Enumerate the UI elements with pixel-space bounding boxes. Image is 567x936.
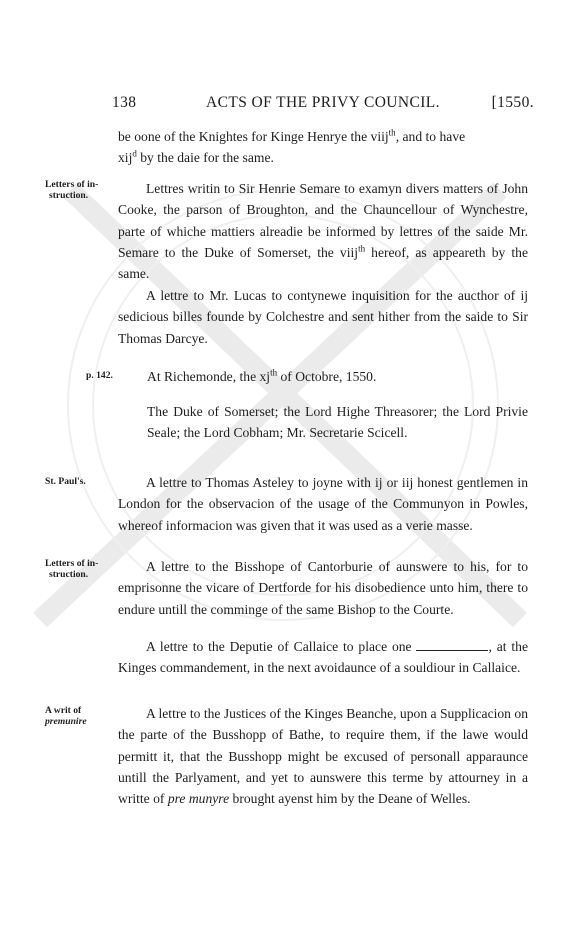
paragraph-continuation: [118, 126, 528, 169]
paragraph-lucas: [118, 285, 528, 349]
paragraph-justices: [118, 703, 528, 809]
margin-page-ref: p. 142.: [86, 370, 113, 381]
text-run: At Richemonde, the xj: [147, 369, 271, 384]
page-number: 138: [112, 94, 137, 111]
text-run: A lettre to the Justices of the Kinges Beanche, upon a Supplicacion on the parte of the Busshopp of Bathe, to require them, if the lawe would permitt it, that the Busshopp might be excused of personall apparaunce untill the Parlyament, and yet to aunswere this terme by attourney in a writte of: [118, 706, 528, 807]
margin-note-line: premunire: [45, 715, 87, 727]
paragraph-semare: [118, 178, 528, 284]
text-run: of Octobre, 1550.: [277, 369, 377, 384]
text-run: A lettre to the Deputie of Callaice to place one: [146, 639, 412, 654]
blank-line: [416, 640, 488, 651]
text-run: be oone of the Knightes for Kinge Henrye the viij: [118, 129, 389, 144]
text-run: A lettre to the Bisshope of Cantorburie of aunswere to his, for to emprisonne the vicare of Dertforde for his disobedience unto him, there to endure untill the comminge of the same Bishop to the Courte.: [118, 559, 528, 617]
text-run: A lettre to Thomas Asteley to joyne with ij or iij honest gentlemen in London for the observacion of the usage of the Communyon in Powles, whereof informacion was given that it was used as a verie masse.: [118, 475, 528, 533]
margin-note-line: A writ of: [45, 705, 82, 716]
margin-note-line: Letters of in-: [45, 558, 99, 569]
margin-note-writ: [45, 706, 113, 727]
superscript: th: [388, 127, 396, 138]
attendance-list: The Duke of Somerset; the Lord Highe Threasorer; the Lord Privie Seale; the Lord Cobham; Mr. Secretarie Scicell.: [147, 404, 528, 441]
text-run: , and to have: [395, 129, 466, 144]
paragraph-canterbury: [118, 556, 528, 620]
text-run: hereof, as appeareth by the same.: [118, 244, 528, 282]
superscript: th: [270, 367, 278, 378]
text-run: ,: [488, 639, 492, 654]
margin-note-line: struction.: [49, 189, 89, 201]
text-run: A lettre to Mr. Lucas to contynewe inquisition for the aucthor of ij sedicious billes founde by Colchestre and sent hither from the saide to Sir Thomas Darcye.: [118, 288, 528, 346]
running-header: [112, 94, 534, 116]
italic-term: pre munyre: [167, 791, 230, 807]
margin-note-st-pauls: St. Paul's.: [45, 476, 86, 487]
text-run: at the Kinges commandement, in the next avoidaunce of a souldiour in Callaice.: [118, 639, 528, 676]
margin-note-letters-instruction-2: [45, 559, 113, 580]
text-run: xij: [118, 150, 133, 166]
text-run: brought ayenst him by the Deane of Welles.: [229, 791, 471, 807]
session-heading: [147, 366, 376, 387]
text-run: Lettres writin to Sir Henrie Semare to examyn divers matters of John Cooke, the parson of Broughton, and the Chauncellour of Wynchestre, parte of whiche mattiers alreadie be informed by lettres of the saide Mr. Semare to the Duke of Somerset, the viij: [118, 181, 528, 260]
superscript: th: [358, 243, 366, 254]
text-run: by the daie for the same.: [136, 150, 274, 166]
running-title: ACTS OF THE PRIVY COUNCIL.: [206, 94, 440, 111]
paragraph-asteley: [118, 472, 528, 536]
margin-note-letters-instruction: [45, 180, 113, 201]
margin-note-line: struction.: [49, 568, 89, 580]
superscript: d: [132, 148, 137, 159]
margin-note-line: Letters of in-: [45, 179, 99, 190]
paragraph-callaice: [118, 636, 528, 679]
header-year: [1550.: [491, 94, 534, 111]
